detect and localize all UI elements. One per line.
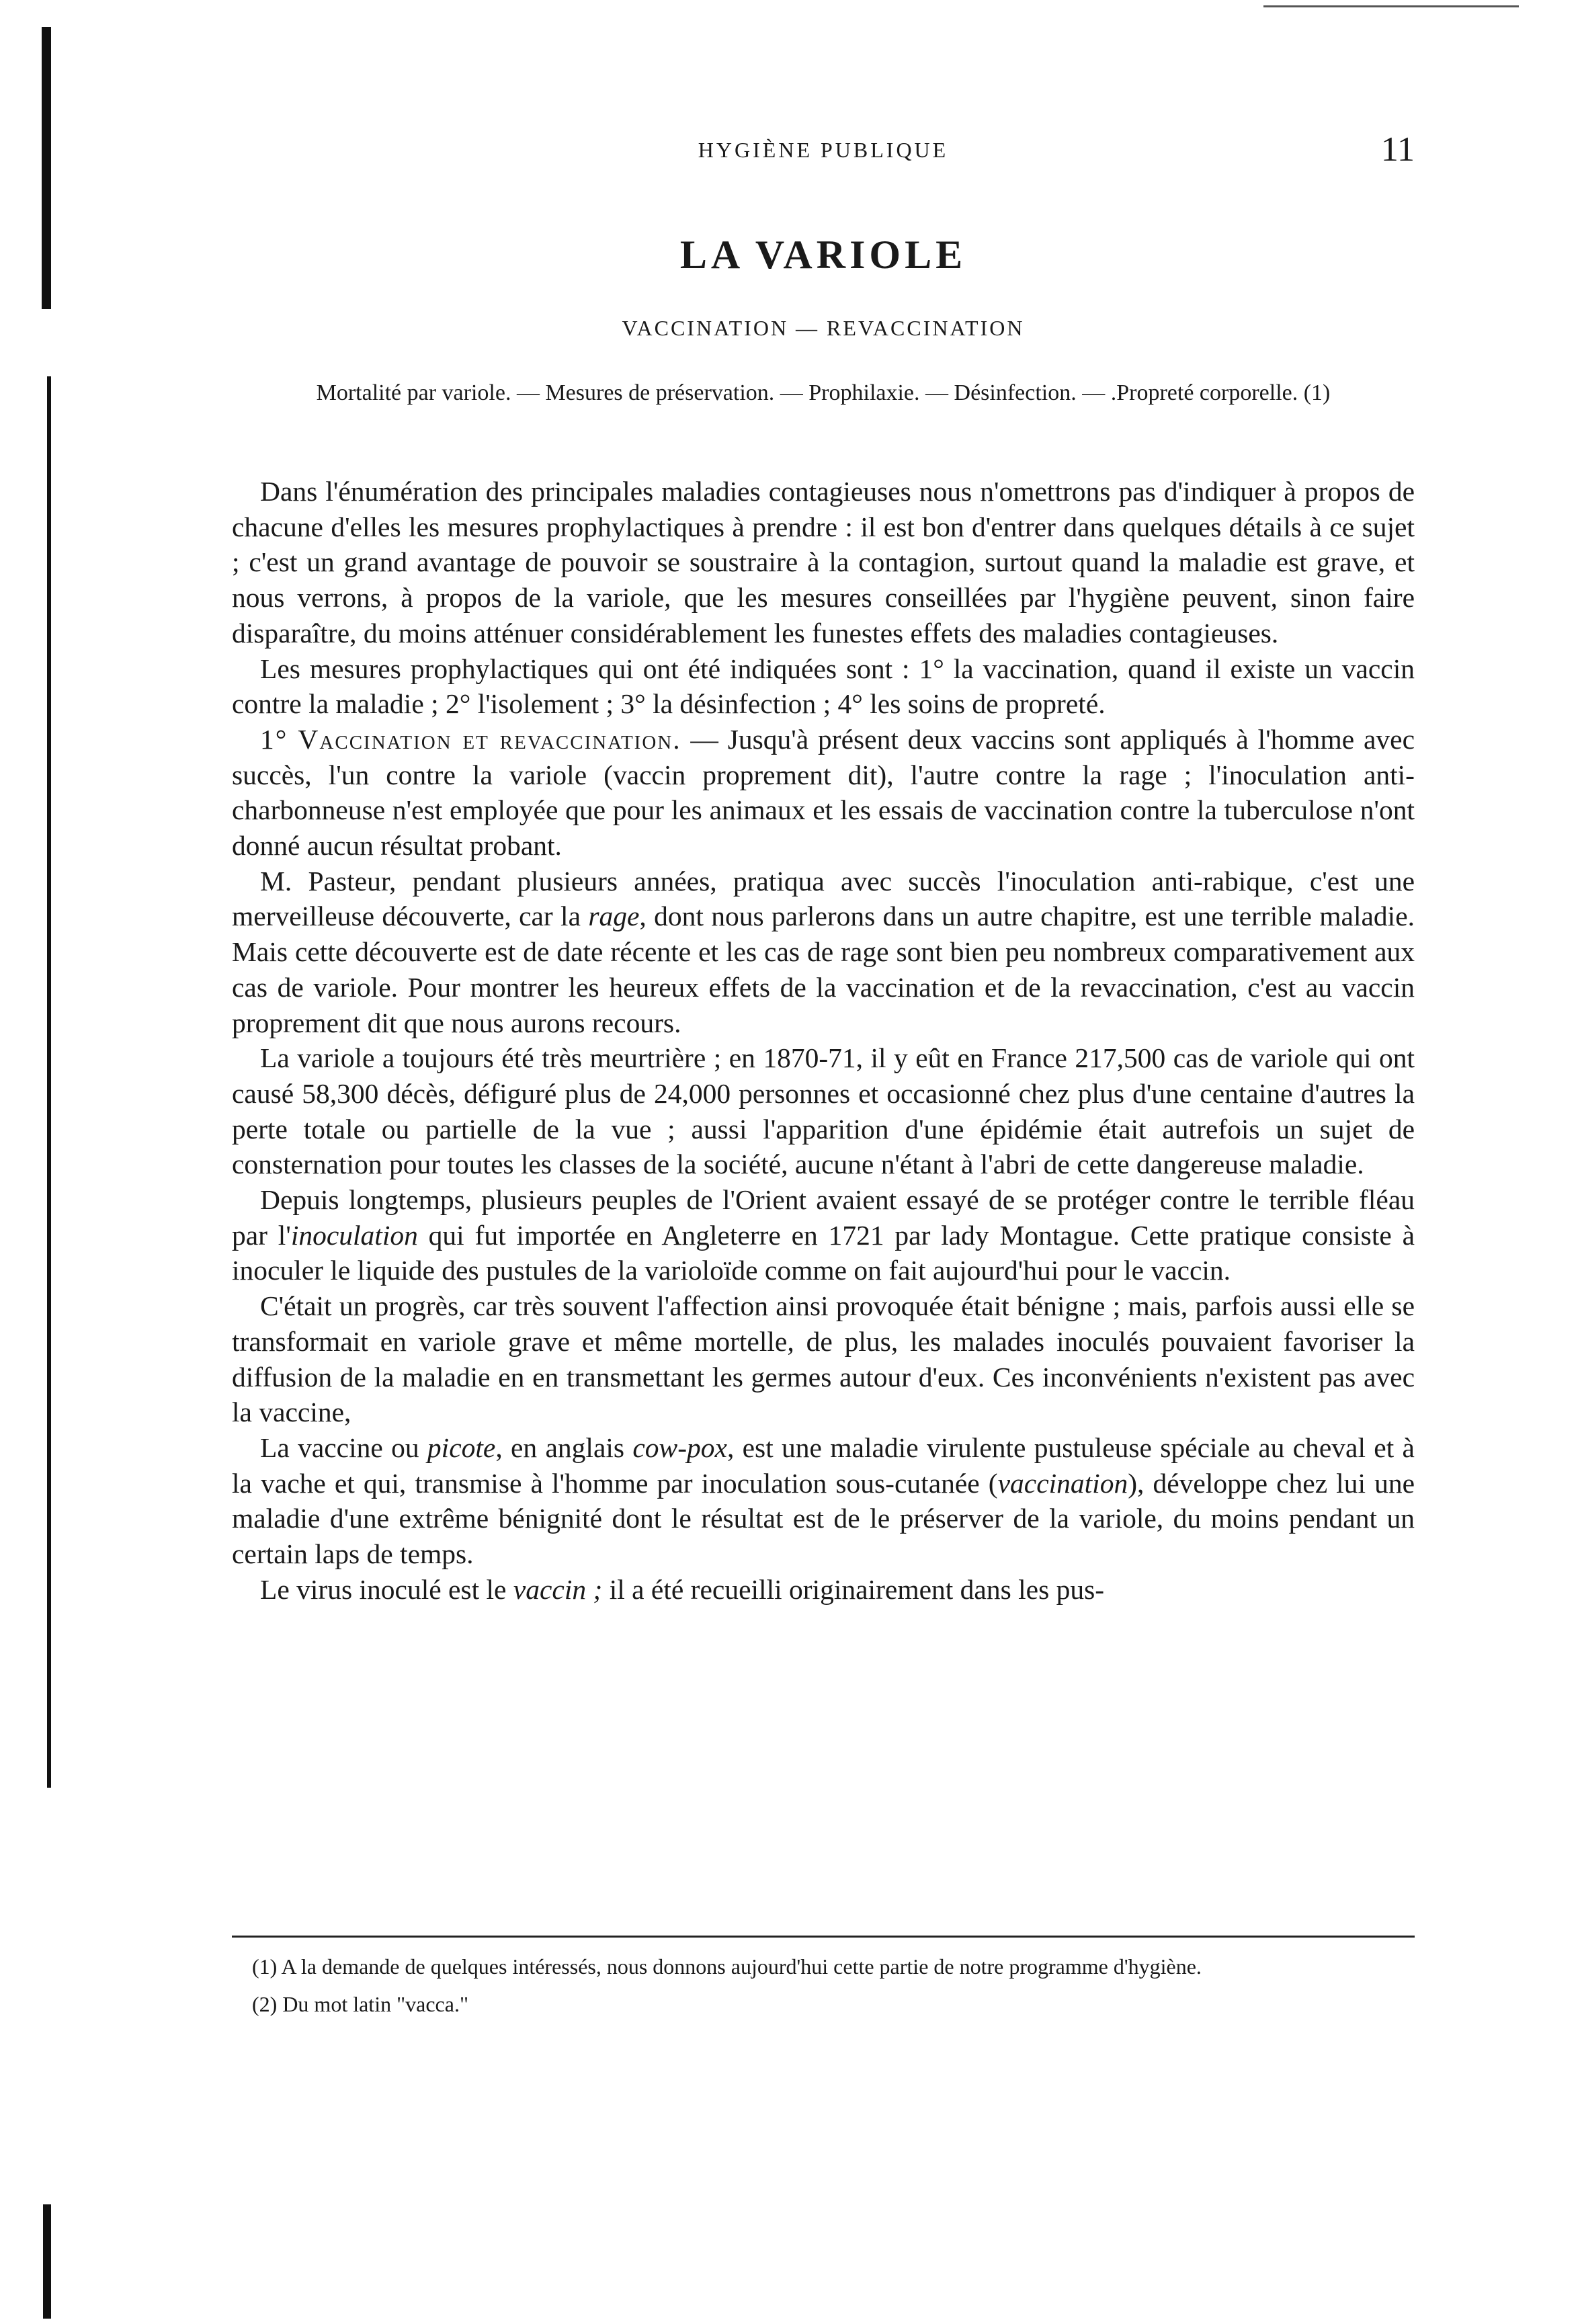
emphasis: cow-pox: [632, 1431, 727, 1463]
paragraph: [232, 474, 1415, 651]
paragraph-text: C'était un progrès, car très souvent l'affection ainsi provoquée était bénigne ; mais, parfois aussi elle se transformait en variole grave et même mortelle, de plus, les malades inoculés pouvaient favoriser la diffusion de la maladie en en transmettant les germes autour d'eux. Ces inconvénients n'existent pas avec la vaccine,: [232, 1290, 1415, 1428]
emphasis: vaccin ;: [513, 1573, 603, 1605]
page-number: 11: [1380, 130, 1415, 169]
paragraph-text: , en anglais: [495, 1431, 633, 1463]
emphasis: inoculation: [290, 1219, 418, 1251]
paragraph-text: La vaccine ou: [260, 1431, 427, 1463]
paragraph: [232, 722, 1415, 864]
paragraph: [232, 864, 1415, 1041]
paragraph-text: Dans l'énumération des principales maladies contagieuses nous n'omettrons pas d'indiquer à propos de chacune d'elles les mesures prophylactiques à prendre : il est bon d'entrer dans quelques détails à ce sujet ; c'est un grand avantage de pouvoir se soustraire à la contagion, surtout quand la maladie est grave, et nous verrons, à propos de la variole, que les mesures conseillées par l'hygiène peuvent, sinon faire disparaître, du moins atténuer considérablement les funestes effets des maladies contagieuses.: [232, 476, 1415, 649]
article-body: [232, 474, 1415, 1608]
emphasis: picote: [427, 1431, 496, 1463]
emphasis: rage: [588, 901, 640, 932]
paragraph: [232, 1288, 1415, 1430]
scan-edge-mark: [43, 2204, 51, 2319]
paragraph-text: il a été recueilli originairement dans les pus-: [602, 1573, 1105, 1605]
paragraph-text: — Jusqu'à présent deux vaccins sont appliqués à l'homme avec succès, l'un contre la variole (vaccin proprement dit), l'autre contre la rage ; l'inoculation anti-charbonneuse n'est employée que pour les animaux et les essais de vaccination contre la tuberculose n'ont donné aucun résultat probant.: [232, 723, 1415, 862]
paragraph-text: , est une maladie virulente pustuleuse spéciale au cheval et à la vache et qui, transmise à l'homme par inoculation sous-cutanée (: [232, 1431, 1415, 1499]
paragraph: [232, 1430, 1415, 1572]
article-title: LA VARIOLE: [679, 233, 967, 277]
paragraph: [232, 1572, 1415, 1608]
emphasis: vaccination: [997, 1467, 1128, 1499]
page-header: [232, 130, 1415, 178]
article-summary: Mortalité par variole. — Mesures de préservation. — Prophilaxie. — Désinfection. — .Propreté corporelle. (1): [316, 380, 1331, 405]
paragraph: [232, 651, 1415, 722]
paragraph-text: M. Pasteur, pendant plusieurs années, pratiqua avec succès l'inoculation anti-rabique, c'est une merveilleuse découverte, car la: [232, 865, 1415, 932]
running-head: HYGIÈNE PUBLIQUE: [698, 138, 949, 162]
paragraph-text: qui fut importée en Angleterre en 1721 par lady Montague. Cette pratique consiste à inoculer le liquide des pustules de la varioloïde comme on fait aujourd'hui pour le vaccin.: [232, 1219, 1415, 1286]
footnote: (2) Du mot latin "vacca.": [252, 1992, 469, 2016]
paragraph-text: Les mesures prophylactiques qui ont été indiquées sont : 1° la vaccination, quand il existe un vaccin contre la maladie ; 2° l'isolement ; 3° la désinfection ; 4° les soins de propreté.: [232, 653, 1415, 720]
paragraph-text: ), développe chez lui une maladie d'une extrême bénignité dont le résultat est de le préserver de la variole, du moins pendant un certain laps de temps.: [232, 1467, 1415, 1570]
footnote-rule: [232, 1936, 1415, 1938]
paragraph: [232, 1040, 1415, 1182]
paragraph-text: , dont nous parlerons dans un autre chapitre, est une terrible maladie. Mais cette découverte est de date récente et les cas de rage sont bien peu nombreux comparativement aux cas de variole. Pour montrer les heureux effets de la vaccination et de la revaccination, c'est au vaccin proprement dit que nous aurons recours.: [232, 901, 1415, 1038]
paragraph-text: Depuis longtemps, plusieurs peuples de l'Orient avaient essayé de se protéger contre le terrible fléau par l': [232, 1184, 1415, 1251]
scan-top-mark: [1263, 5, 1519, 7]
paragraph-text: Le virus inoculé est le: [260, 1573, 513, 1605]
article-subtitle: VACCINATION — REVACCINATION: [622, 316, 1025, 340]
paragraph-text: La variole a toujours été très meurtrière ; en 1870-71, il y eût en France 217,500 cas de variole qui ont causé 58,300 décès, défiguré plus de 24,000 personnes et occasionné chez plus d'une centaine d'autres la perte totale ou partielle de la vue ; aussi l'apparition d'une épidémie était autrefois un sujet de consternation pour toutes les classes de la société, aucune n'étant à l'abri de cette dangereuse maladie.: [232, 1042, 1415, 1180]
scan-edge-mark: [42, 27, 51, 309]
footnotes: [232, 1952, 1415, 2028]
scan-edge-mark: [47, 376, 51, 1788]
footnote: (1) A la demande de quelques intéressés, nous donnons aujourd'hui cette partie de notre programme d'hygiène.: [252, 1954, 1202, 1979]
section-heading: 1° Vaccination et revaccination.: [260, 723, 681, 755]
paragraph: [232, 1182, 1415, 1288]
